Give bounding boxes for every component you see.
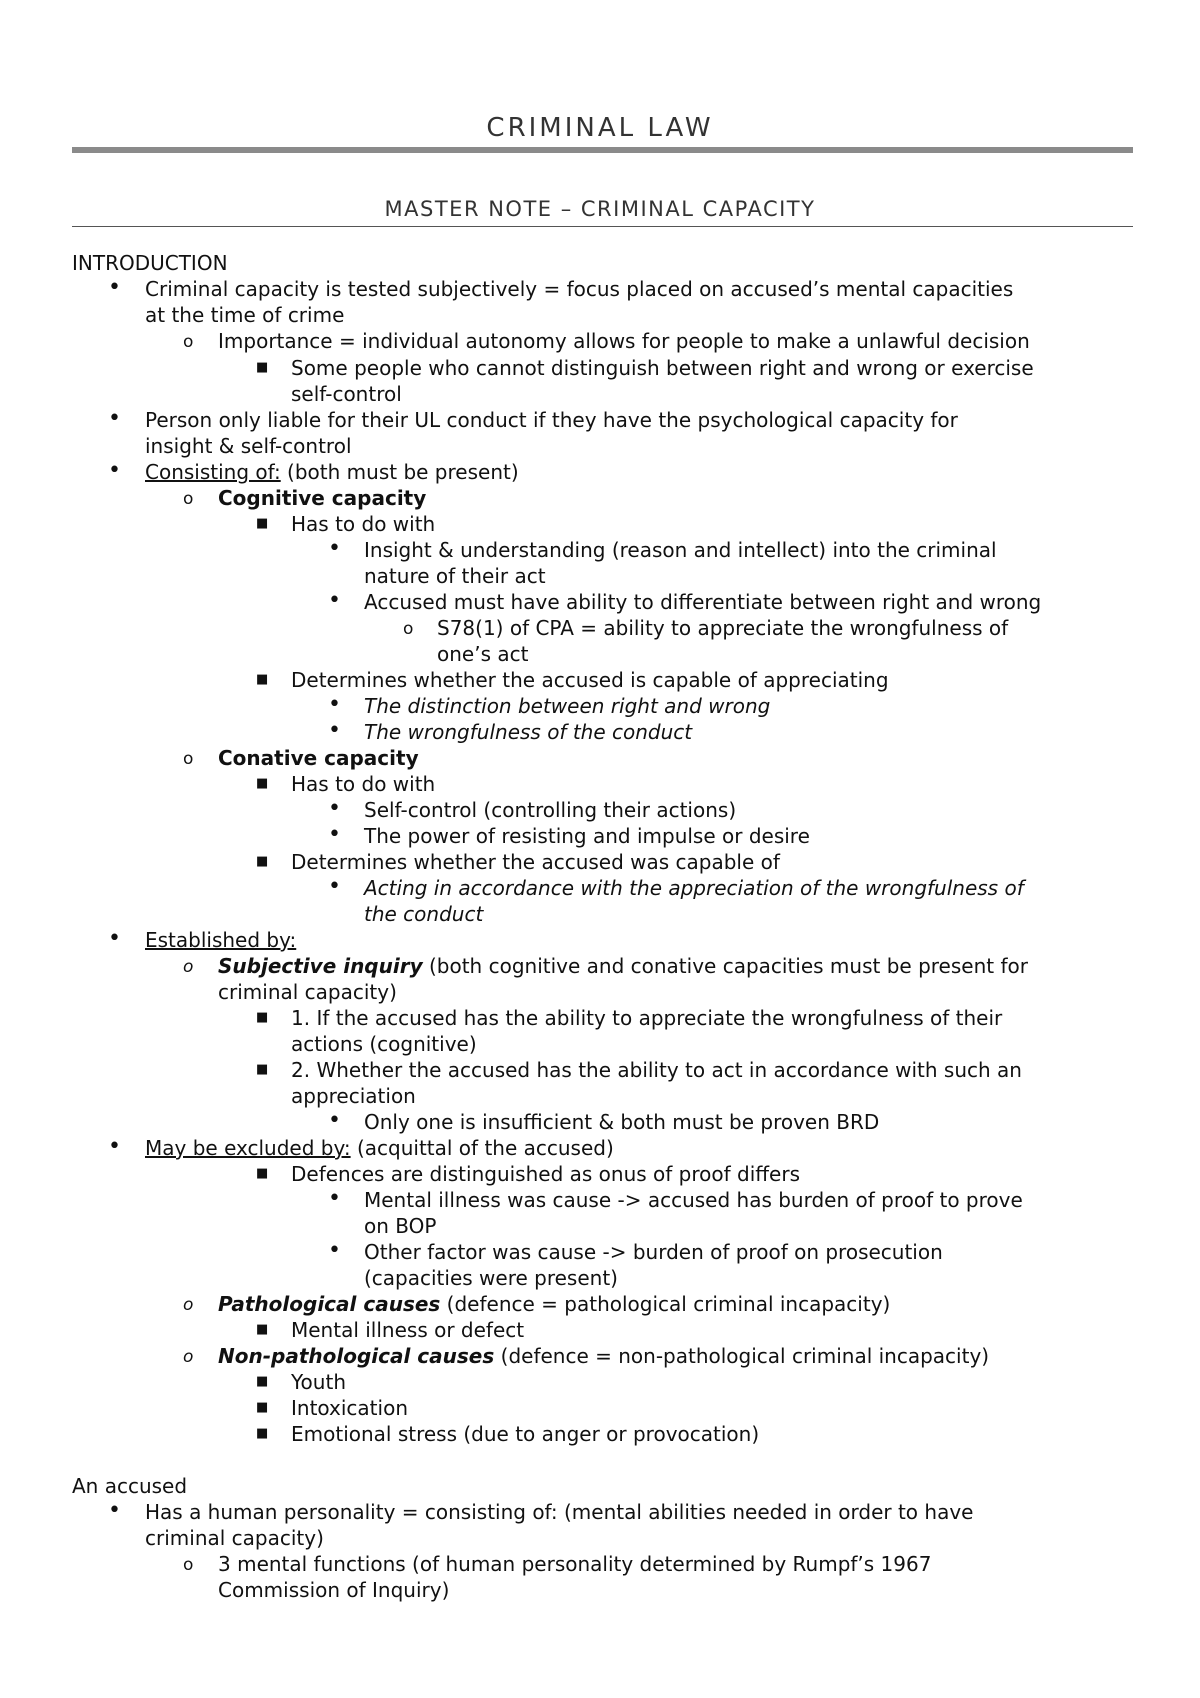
list-item-continuation: Commission of Inquiry)	[218, 1578, 450, 1602]
bullet-dot-icon: •	[328, 1108, 341, 1133]
list-item: Emotional stress (due to anger or provocation)	[291, 1422, 760, 1446]
section-heading-accused: An accused	[72, 1474, 188, 1498]
consisting-of-note: (both must be present)	[280, 460, 519, 484]
bullet-circle-icon: o	[183, 1295, 194, 1315]
list-item: Intoxication	[291, 1396, 408, 1420]
bullet-dot-icon: •	[108, 406, 121, 431]
bullet-dot-icon: •	[328, 536, 341, 561]
bullet-square-icon: ■	[256, 1374, 269, 1389]
list-item-continuation: criminal capacity)	[145, 1526, 324, 1550]
list-item-continuation: nature of their act	[364, 564, 546, 588]
title-divider	[72, 147, 1133, 153]
list-item-continuation: on BOP	[364, 1214, 437, 1238]
bullet-square-icon: ■	[256, 1062, 269, 1077]
list-item: Self-control (controlling their actions)	[364, 798, 737, 822]
bullet-square-icon: ■	[256, 1010, 269, 1025]
list-item: Has to do with	[291, 772, 436, 796]
list-item: 1. If the accused has the ability to appreciate the wrongfulness of their	[291, 1006, 1003, 1030]
bullet-square-icon: ■	[256, 1166, 269, 1181]
list-item: Person only liable for their UL conduct if they have the psychological capacity for	[145, 408, 958, 432]
list-item: S78(1) of CPA = ability to appreciate the wrongfulness of	[437, 616, 1009, 640]
list-item: The wrongfulness of the conduct	[364, 720, 693, 744]
subtitle-divider	[72, 226, 1133, 227]
list-item: Determines whether the accused was capable of	[291, 850, 780, 874]
bullet-square-icon: ■	[256, 1426, 269, 1441]
non-pathological-causes-note: (defence = non-pathological criminal incapacity)	[494, 1344, 990, 1368]
bullet-square-icon: ■	[256, 1400, 269, 1415]
list-item: Accused must have ability to differentiate between right and wrong	[364, 590, 1042, 614]
bullet-circle-icon: o	[403, 619, 414, 639]
list-item	[218, 953, 1028, 979]
bullet-dot-icon: •	[328, 796, 341, 821]
list-item-continuation: appreciation	[291, 1084, 416, 1108]
bullet-dot-icon: •	[108, 458, 121, 483]
bullet-dot-icon: •	[108, 926, 121, 951]
non-pathological-causes-heading: Non-pathological causes	[218, 1344, 495, 1368]
bullet-square-icon: ■	[256, 854, 269, 869]
list-item: Defences are distinguished as onus of proof differs	[291, 1162, 800, 1186]
list-item	[145, 459, 519, 485]
bullet-circle-icon: o	[183, 332, 194, 352]
bullet-dot-icon: •	[108, 1498, 121, 1523]
list-item: Insight & understanding (reason and intellect) into the criminal	[364, 538, 997, 562]
bullet-circle-icon: o	[183, 957, 194, 977]
bullet-circle-icon: o	[183, 749, 194, 769]
list-item: Mental illness was cause -> accused has burden of proof to prove	[364, 1188, 1023, 1212]
cognitive-capacity-heading: Cognitive capacity	[218, 486, 427, 510]
bullet-dot-icon: •	[328, 1186, 341, 1211]
list-item: Mental illness or defect	[291, 1318, 525, 1342]
list-item	[218, 1343, 989, 1369]
list-item-continuation: the conduct	[364, 902, 484, 926]
pathological-causes-heading: Pathological causes	[218, 1292, 441, 1316]
pathological-causes-note: (defence = pathological criminal incapacity)	[440, 1292, 891, 1316]
established-by-label: Established by:	[145, 928, 297, 952]
list-item: 2. Whether the accused has the ability to act in accordance with such an	[291, 1058, 1022, 1082]
subjective-inquiry-heading: Subjective inquiry	[218, 954, 423, 978]
bullet-square-icon: ■	[256, 672, 269, 687]
section-heading-introduction: INTRODUCTION	[72, 251, 228, 275]
bullet-dot-icon: •	[328, 718, 341, 743]
list-item-continuation: self-control	[291, 382, 402, 406]
list-item: Criminal capacity is tested subjectively = focus placed on accused’s mental capacities	[145, 277, 1014, 301]
list-item: Acting in accordance with the appreciation of the wrongfulness of	[364, 876, 1024, 900]
bullet-dot-icon: •	[108, 1134, 121, 1159]
bullet-square-icon: ■	[256, 516, 269, 531]
list-item: Has to do with	[291, 512, 436, 536]
subjective-inquiry-note: (both cognitive and conative capacities must be present for	[422, 954, 1028, 978]
conative-capacity-heading: Conative capacity	[218, 746, 419, 770]
consisting-of-label: Consisting of:	[145, 460, 281, 484]
document-title: CRIMINAL LAW	[486, 113, 714, 143]
list-item-continuation: criminal capacity)	[218, 980, 397, 1004]
list-item: Only one is insufficient & both must be proven BRD	[364, 1110, 880, 1134]
list-item	[218, 1291, 890, 1317]
bullet-dot-icon: •	[328, 692, 341, 717]
list-item-continuation: one’s act	[437, 642, 529, 666]
may-be-excluded-label: May be excluded by:	[145, 1136, 351, 1160]
list-item: The distinction between right and wrong	[364, 694, 771, 718]
bullet-circle-icon: o	[183, 1555, 194, 1575]
bullet-square-icon: ■	[256, 1322, 269, 1337]
list-item	[145, 1135, 614, 1161]
list-item: Has a human personality = consisting of: (mental abilities needed in order to have	[145, 1500, 974, 1524]
list-item-continuation: at the time of crime	[145, 303, 345, 327]
list-item: The power of resisting and impulse or desire	[364, 824, 810, 848]
list-item-continuation: insight & self-control	[145, 434, 352, 458]
bullet-square-icon: ■	[256, 776, 269, 791]
bullet-circle-icon: o	[183, 1347, 194, 1367]
bullet-dot-icon: •	[108, 275, 121, 300]
list-item-continuation: actions (cognitive)	[291, 1032, 477, 1056]
bullet-square-icon: ■	[256, 360, 269, 375]
document-subtitle: MASTER NOTE – CRIMINAL CAPACITY	[384, 197, 816, 221]
list-item: Determines whether the accused is capable of appreciating	[291, 668, 889, 692]
bullet-circle-icon: o	[183, 489, 194, 509]
list-item: 3 mental functions (of human personality determined by Rumpf’s 1967	[218, 1552, 932, 1576]
bullet-dot-icon: •	[328, 1238, 341, 1263]
bullet-dot-icon: •	[328, 874, 341, 899]
list-item: Youth	[291, 1370, 346, 1394]
bullet-dot-icon: •	[328, 822, 341, 847]
bullet-dot-icon: •	[328, 588, 341, 613]
list-item: Other factor was cause -> burden of proof on prosecution	[364, 1240, 943, 1264]
list-item: Importance = individual autonomy allows for people to make a unlawful decision	[218, 329, 1030, 353]
may-be-excluded-note: (acquittal of the accused)	[350, 1136, 614, 1160]
list-item: Some people who cannot distinguish between right and wrong or exercise	[291, 356, 1034, 380]
list-item-continuation: (capacities were present)	[364, 1266, 618, 1290]
